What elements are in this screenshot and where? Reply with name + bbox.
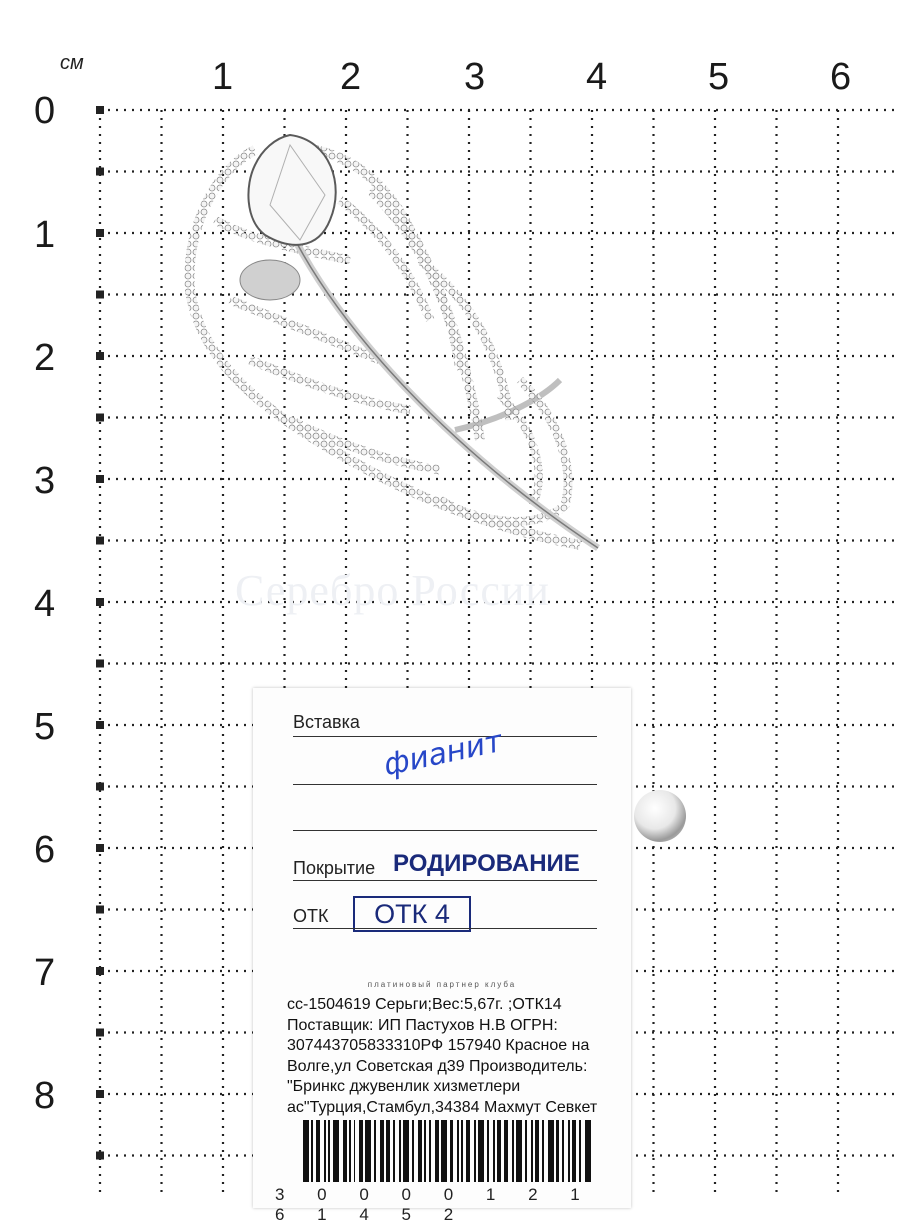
barcode-bar [478, 1120, 484, 1182]
barcode-icon [303, 1120, 593, 1182]
barcode-bar [579, 1120, 581, 1182]
barcode-bar [542, 1120, 544, 1182]
top-tick-6: 6 [830, 56, 852, 98]
barcode-bar [365, 1120, 371, 1182]
barcode-bar [535, 1120, 539, 1182]
info-line: ас"Турция,Стамбул,34384 Махмут Севкет [287, 1098, 598, 1116]
loose-stone-2 [634, 790, 686, 842]
barcode-bar [380, 1120, 384, 1182]
barcode-bar [424, 1120, 426, 1182]
barcode-bar [333, 1120, 339, 1182]
barcode-bar [324, 1120, 326, 1182]
qc-label: ОТК [293, 906, 329, 926]
barcode-bar [316, 1120, 320, 1182]
barcode-bar [512, 1120, 514, 1182]
left-tick-6: 6 [34, 829, 56, 871]
barcode-bar [474, 1120, 476, 1182]
barcode-bar [531, 1120, 533, 1182]
left-tick-4: 4 [34, 583, 56, 625]
barcode-digits: 3 0 0 0 0 1 2 1 6 1 4 5 2 [275, 1185, 594, 1224]
top-tick-5: 5 [708, 56, 730, 98]
barcode-bar [354, 1120, 356, 1182]
info-line: Волге,ул Советская д39 Производитель: [287, 1057, 588, 1075]
barcode-bar [359, 1120, 363, 1182]
barcode-bar [374, 1120, 376, 1182]
barcode-bar [572, 1120, 576, 1182]
top-tick-1: 1 [212, 56, 234, 98]
barcode-bar [497, 1120, 501, 1182]
barcode-bar [311, 1120, 313, 1182]
tag-info [287, 995, 611, 1118]
info-line: "Бринкс джувенлик хизметлери [287, 1078, 521, 1095]
insert-label: Вставка [293, 712, 360, 732]
barcode-bar [303, 1120, 309, 1182]
barcode-bar [399, 1120, 401, 1182]
partner-line: платиновый партнер клуба [367, 980, 517, 989]
barcode-bar [450, 1120, 454, 1182]
barcode-bar [343, 1120, 347, 1182]
info-line: Поставщик: ИП Пастухов Н.В ОГРН: [287, 1016, 558, 1034]
tag-divider [293, 830, 597, 831]
barcode-bar [487, 1120, 489, 1182]
qc-stamp: ОТК 4 [353, 896, 471, 932]
left-tick-2: 2 [34, 337, 56, 379]
barcode-bar [457, 1120, 459, 1182]
top-tick-4: 4 [586, 56, 608, 98]
watermark: Серебро России [235, 566, 550, 615]
tag-divider [293, 880, 597, 881]
left-tick-5: 5 [34, 706, 56, 748]
barcode-bar [504, 1120, 508, 1182]
barcode-bar [349, 1120, 351, 1182]
left-tick-7: 7 [34, 952, 56, 994]
tag-divider [293, 928, 597, 929]
top-tick-3: 3 [464, 56, 486, 98]
barcode-bar [412, 1120, 414, 1182]
coating-label: Покрытие [293, 858, 376, 878]
barcode-bar [562, 1120, 564, 1182]
barcode-bar [556, 1120, 560, 1182]
left-tick-3: 3 [34, 460, 56, 502]
left-tick-0: 0 [34, 90, 56, 132]
barcode-bar [585, 1120, 591, 1182]
barcode-bar [441, 1120, 447, 1182]
barcode-bar [386, 1120, 390, 1182]
barcode-bar [493, 1120, 495, 1182]
crystal-stone-icon [248, 135, 335, 245]
barcode-bar [429, 1120, 431, 1182]
barcode-bar [568, 1120, 570, 1182]
barcode-bar [548, 1120, 554, 1182]
left-tick-1: 1 [34, 214, 56, 256]
product-tag [253, 688, 631, 1224]
barcode-bar [393, 1120, 395, 1182]
barcode-bar [525, 1120, 527, 1182]
barcode-bar [403, 1120, 409, 1182]
top-tick-2: 2 [340, 56, 362, 98]
barcode-bar [461, 1120, 463, 1182]
barcode-bar [435, 1120, 439, 1182]
barcode-bar [418, 1120, 422, 1182]
unit-label: см [60, 52, 84, 74]
barcode-bar [328, 1120, 330, 1182]
barcode-bar [516, 1120, 522, 1182]
coating-value: РОДИРОВАНИЕ [393, 850, 580, 877]
insert-value: фианит [380, 723, 506, 784]
info-line: 307443705833310РФ 157940 Красное на [287, 1037, 590, 1054]
left-tick-8: 8 [34, 1075, 56, 1117]
barcode-bar [466, 1120, 470, 1182]
info-line: сс-1504619 Серьги;Вес:5,67г. ;ОТК14 [287, 996, 562, 1013]
tag-divider [293, 784, 597, 785]
